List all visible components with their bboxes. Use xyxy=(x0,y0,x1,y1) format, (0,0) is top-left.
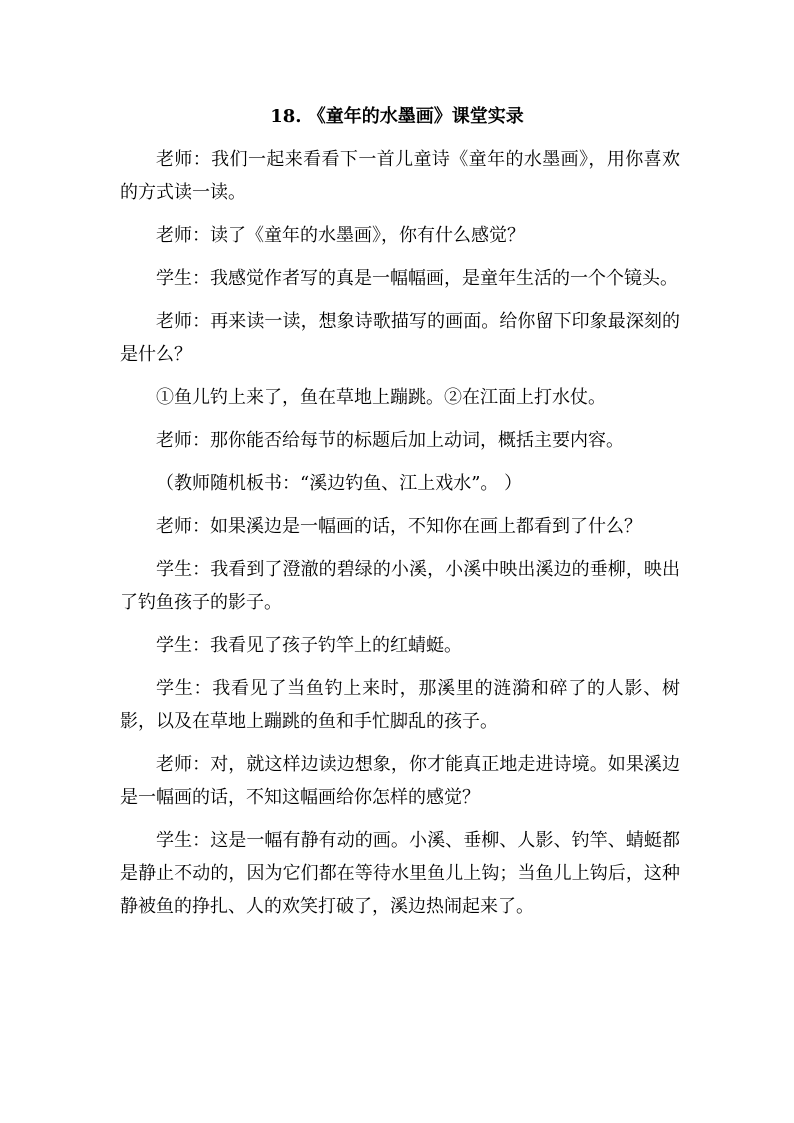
paragraph-8: 老师：如果溪边是一幅画的话，不知你在画上都看到了什么？ xyxy=(156,516,642,537)
paragraph-6: 老师：那你能否给每节的标题后加上动词，概括主要内容。 xyxy=(156,430,624,451)
paragraph-3: 学生：我感觉作者写的真是一幅幅画，是童年生活的一个个镜头。 xyxy=(156,268,678,289)
paragraph-9: 学生：我看到了澄澈的碧绿的小溪，小溪中映出溪边的垂柳，映出了钓鱼孩子的影子。 xyxy=(120,559,680,613)
document-body xyxy=(120,143,680,933)
paragraph-13: 学生：这是一幅有静有动的画。小溪、垂柳、人影、钓竿、蜻蜓都是静止不动的，因为它们都在等待水里鱼儿上钩；当鱼儿上钩后，这种静被鱼的挣扎、人的欢笑打破了，溪边热闹起来了。 xyxy=(120,830,680,917)
paragraph-4: 老师：再来读一读，想象诗歌描写的画面。给你留下印象最深刻的是什么？ xyxy=(120,311,680,365)
paragraph-1: 老师：我们一起来看看下一首儿童诗《童年的水墨画》，用你喜欢的方式读一读。 xyxy=(120,149,680,203)
paragraph-2: 老师：读了《童年的水墨画》，你有什么感觉？ xyxy=(156,225,525,246)
paragraph-10: 学生：我看见了孩子钓竿上的红蜻蜓。 xyxy=(156,635,462,656)
paragraph-12: 老师：对，就这样边读边想象，你才能真正地走进诗境。如果溪边是一幅画的话，不知这幅画给你怎样的感觉？ xyxy=(120,754,680,808)
document-title: 18. 《童年的水墨画》课堂实录 xyxy=(270,106,524,127)
paragraph-7: （教师随机板书：“溪边钓鱼、江上戏水”。 ） xyxy=(156,473,523,494)
paragraph-5: ①鱼儿钓上来了，鱼在草地上蹦跳。②在江面上打水仗。 xyxy=(156,387,606,408)
paragraph-11: 学生：我看见了当鱼钓上来时，那溪里的涟漪和碎了的人影、树影，以及在草地上蹦跳的鱼和手忙脚乱的孩子。 xyxy=(120,678,680,732)
